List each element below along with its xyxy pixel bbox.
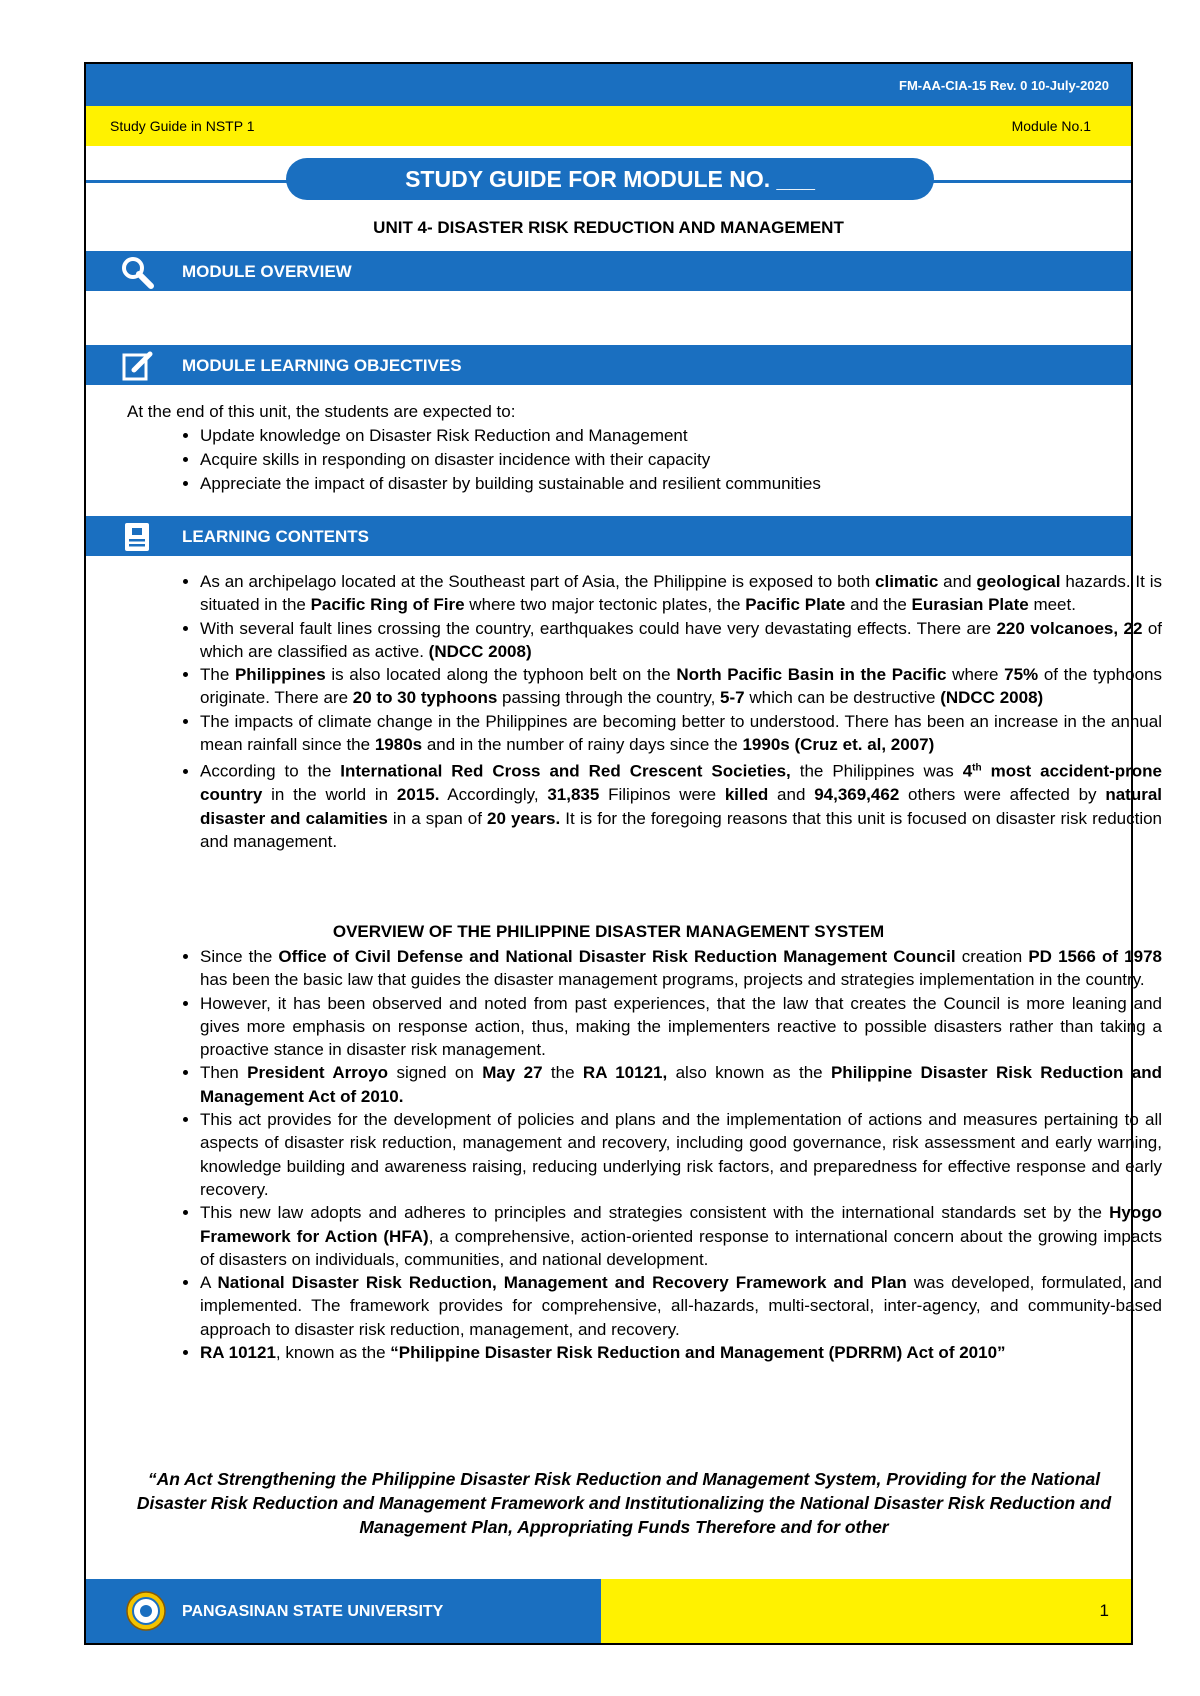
list-item: • RA 10121, known as the “Philippine Disaster Risk Reduction and Management (PDRRM) Act of 2010” — [200, 1341, 1162, 1364]
section-learning-objectives — [86, 345, 1131, 385]
list-item: • A National Disaster Risk Reduction, Management and Recovery Framework and Plan was developed, formulated, and implemented. The framework provides for comprehensive, all-hazards, multi-sectoral, inter-agency, and community-based approach to disaster risk reduction, management, and recovery. — [200, 1271, 1162, 1341]
section-label: MODULE LEARNING OBJECTIVES — [182, 356, 462, 375]
list-item: • The Philippines is also located along the typhoon belt on the North Pacific Basin in the Pacific where 75% of the typhoons originate. There are 20 to 30 typhoons passing through the country, 5-7 which can be destructive (NDCC 2008) — [200, 663, 1162, 710]
list-item: • However, it has been observed and noted from past experiences, that the law that creates the Council is more leaning and gives more emphasis on response action, thus, making the implementers reactive to possible disasters rather than taking a proactive stance in disaster risk management. — [200, 992, 1162, 1062]
pencil-edit-icon — [120, 349, 154, 383]
page-title: STUDY GUIDE FOR MODULE NO. ___ — [286, 158, 934, 200]
magnifier-icon — [120, 255, 154, 289]
module-number: Module No.1 — [1011, 118, 1091, 134]
objectives-list — [162, 424, 821, 496]
page-frame — [84, 62, 1133, 1645]
act-title-quote: “An Act Strengthening the Philippine Disaster Risk Reduction and Management System, Providing for the National Disaster Risk Reduction and Management Framework and Institutionalizing the National Disaster Risk Reduction and Management Plan, Appropriating Funds Therefore and for other — [136, 1469, 1112, 1537]
university-seal-icon — [126, 1591, 166, 1631]
list-item: • Then President Arroyo signed on May 27 the RA 10121, also known as the Philippine Disaster Risk Reduction and Management Act of 2010. — [200, 1061, 1162, 1108]
list-item: • This act provides for the development of policies and plans and the implementation of actions and measures pertaining to all aspects of disaster risk reduction, management and recovery, including good governance, risk assessment and early warning, knowledge building and awareness raising, reducing underlying risk factors, and preparedness for effective response and early recovery. — [200, 1108, 1162, 1201]
learning-contents-list — [162, 570, 1162, 853]
list-item: • With several fault lines crossing the country, earthquakes could have very devastating effects. There are 220 volcanoes, 22 of which are classified as active. (NDCC 2008) — [200, 617, 1162, 664]
page-number: 1 — [1099, 1601, 1109, 1620]
university-name: PANGASINAN STATE UNIVERSITY — [182, 1603, 444, 1620]
list-item: • According to the International Red Cross and Red Crescent Societies, the Philippines was 4th most accident-prone country in the world in 2015. Accordingly, 31,835 Filipinos were killed and 94,369,462 others were affected by natural disaster and calamities in a span of 20 years. It is for the foregoing reasons that this unit is focused on disaster risk reduction and management. — [200, 756, 1162, 853]
list-item: • Appreciate the impact of disaster by building sustainable and resilient communities — [200, 472, 821, 496]
unit-title: UNIT 4- DISASTER RISK REDUCTION AND MANAGEMENT — [373, 218, 844, 237]
section-label: MODULE OVERVIEW — [182, 262, 352, 281]
document-code-bar — [86, 64, 1131, 106]
list-item: • The impacts of climate change in the Philippines are becoming better to understood. There has been an increase in the annual mean rainfall since the 1980s and in the number of rainy days since the 1990s (Cruz et. al, 2007) — [200, 710, 1162, 757]
document-icon — [120, 520, 154, 554]
guide-info-bar — [86, 106, 1131, 146]
section-label: LEARNING CONTENTS — [182, 527, 369, 546]
footer-university — [86, 1579, 601, 1643]
disaster-system-list — [162, 945, 1162, 1364]
guide-name: Study Guide in NSTP 1 — [110, 118, 255, 134]
subheading: OVERVIEW OF THE PHILIPPINE DISASTER MANAGEMENT SYSTEM — [332, 922, 885, 941]
footer-page — [601, 1579, 1131, 1643]
list-item: • This new law adopts and adheres to principles and strategies consistent with the international standards set by the Hyogo Framework for Action (HFA), a comprehensive, action-oriented response to international concern about the growing impacts of disasters on individuals, communities, and national development. — [200, 1201, 1162, 1271]
section-learning-contents — [86, 516, 1131, 556]
list-item: • Acquire skills in responding on disaster incidence with their capacity — [200, 448, 821, 472]
document-code: FM-AA-CIA-15 Rev. 0 10-July-2020 — [899, 78, 1109, 93]
list-item: • As an archipelago located at the Southeast part of Asia, the Philippine is exposed to both climatic and geological hazards. It is situated in the Pacific Ring of Fire where two major tectonic plates, the Pacific Plate and the Eurasian Plate meet. — [200, 570, 1162, 617]
objectives-intro: At the end of this unit, the students are expected to: — [127, 402, 516, 421]
list-item: • Since the Office of Civil Defense and National Disaster Risk Reduction Management Council creation PD 1566 of 1978 has been the basic law that guides the disaster management programs, projects and strategies implementation in the country. — [200, 945, 1162, 992]
list-item: • Update knowledge on Disaster Risk Reduction and Management — [200, 424, 821, 448]
section-module-overview — [86, 251, 1131, 291]
